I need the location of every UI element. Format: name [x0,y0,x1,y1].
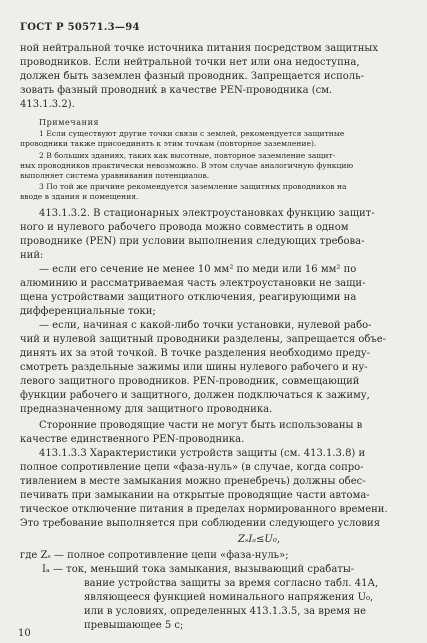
note-line: вводе в здания и помещения. [20,192,139,201]
text-line: проводников. Если нейтральной точки нет или она недоступна, [20,57,360,68]
note-line: 3 По той же причине рекомендуется заземление защитных проводников на [39,182,347,191]
text-line: тивлением в месте замыкания можно пренебречь) должны обес- [20,476,366,487]
text-line: дифференциальные токи; [20,306,156,317]
text-line: ного и нулевого рабочего провода можно совместить в одном [20,222,349,233]
text-line: ний: [20,250,44,261]
text-line: качестве единственного PEN-проводника. [20,434,245,445]
definition-line: превышающее 5 с; [84,620,184,631]
document-header: ГОСТ Р 50571.3—94 [20,22,140,33]
note-line: выполняет система уравнивания потенциалов. [20,171,210,180]
definition-line: вание устройства защиты за время согласно табл. 41А, [84,578,379,589]
note-line: проводники также присоединять к этим точкам (повторное заземление). [20,139,317,148]
text-line: печивать при замыкании на открытые проводящие части автома- [20,490,370,501]
notes-title: Примечания [39,118,100,127]
note-line: ных проводников практически невозможно. В этом случае аналогичную функцию [20,161,354,170]
text-line: смотреть раздельные зажимы или шины нулевого рабочего и ну- [20,362,368,373]
note-line: 1 Если существуют другие точки связи с землей, рекомендуется защитные [39,129,345,138]
text-line: 413.1.3.3 Характеристики устройств защиты (см. 413.1.3.8) и [39,448,366,459]
definition-line: Iₐ — ток, меньший тока замыкания, вызывающий срабаты- [42,564,355,575]
text-line: 413.1.3.2. В стационарных электроустановках функцию защит- [39,208,375,219]
text-line: алюминию и рассматриваемая часть электроустановки не защи- [20,278,366,289]
text-line: предназначенному для защитного проводника. [20,404,273,415]
text-line: функции рабочего и защитного, должен подключаться к зажиму, [20,390,370,401]
definition-line: или в условиях, определенных 413.1.3.5, за время не [84,606,367,617]
page-number: 10 [18,628,31,639]
text-line: щена устройствами защитного отключения, реагирующими на [20,292,357,303]
note-line: 2 В больших зданиях, таких как высотные, повторное заземление защит- [39,151,336,160]
text-line: левого защитного проводников. PEN-проводник, совмещающий [20,376,360,387]
text-line: должен быть заземлен фазный проводник. Запрещается исполь- [20,71,364,82]
text-line: — если, начиная с какой-либо точки установки, нулевой рабо- [39,320,372,331]
definition-line: где Zₛ — полное сопротивление цепи «фаза-нуль»; [20,550,289,561]
text-line: ной нейтральной точке источника питания посредством защитных [20,43,378,54]
text-line: тическое отключение питания в пределах нормированного времени. [20,504,388,515]
text-line: Сторонние проводящие части не могут быть использованы в [39,420,363,431]
text-line: чий и нулевой защитный проводники разделены, запрещается объе- [20,334,387,345]
text-line: — если его сечение не менее 10 мм² по меди или 16 мм² по [39,264,357,275]
definition-line: являющееся функцией номинального напряжения U₀, [84,592,374,603]
text-line: проводнике (PEN) при условии выполнения следующих требова- [20,236,365,247]
text-line: динять их за этой точкой. В точке разделения необходимо преду- [20,348,370,359]
text-line: зовать фазный проводниќ в качестве PEN-проводника (см. [20,85,333,96]
formula: ZₛIₐ≤U₀, [238,534,281,545]
text-line: 413.1.3.2). [20,99,75,110]
text-line: полное сопротивление цепи «фаза-нуль» (в случае, когда сопро- [20,462,364,473]
text-line: Это требование выполняется при соблюдении следующего условия [20,518,381,529]
